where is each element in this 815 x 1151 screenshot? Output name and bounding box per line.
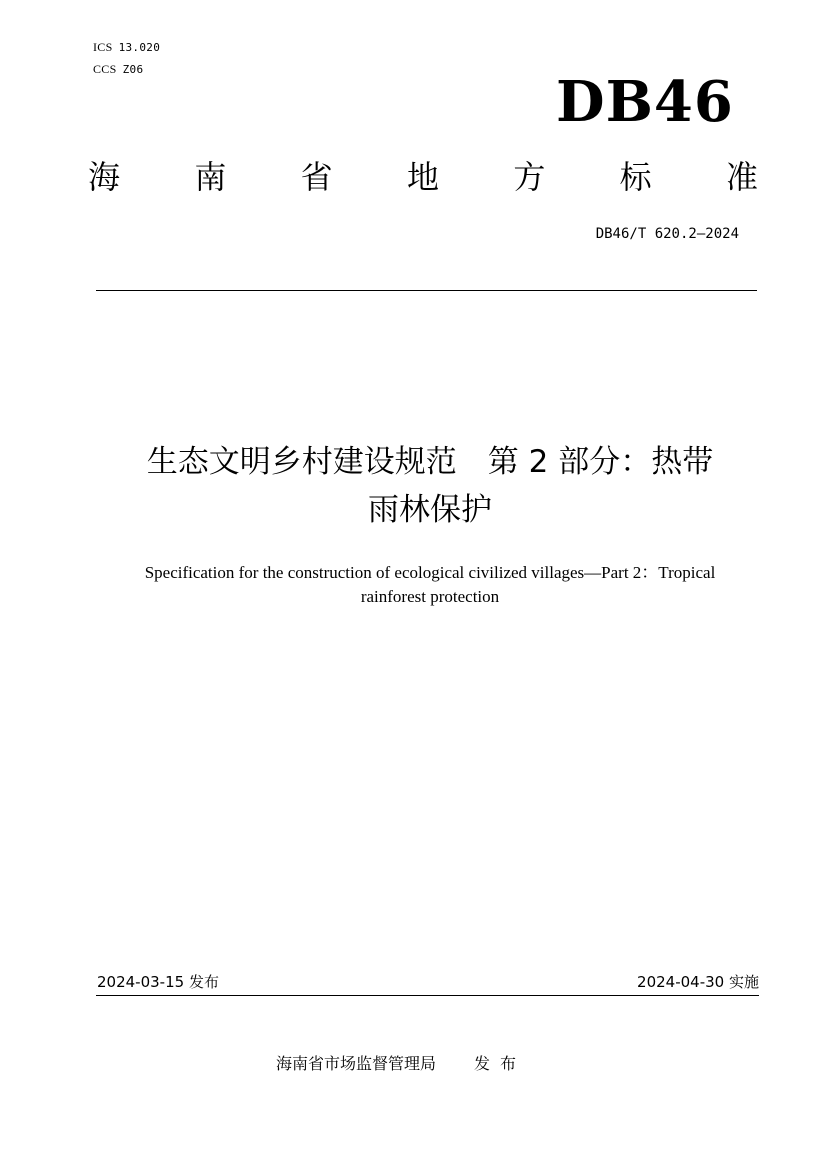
title-char: 方 — [513, 158, 546, 196]
issuer-name: 海南省市场监督管理局 — [276, 1054, 437, 1073]
issue-date: 2024-03-15 发布 — [97, 973, 219, 991]
title-char: 省 — [300, 158, 333, 196]
chinese-title-line-1: 生态文明乡村建设规范 第 2 部分：热带 — [146, 444, 714, 480]
chinese-title — [80, 438, 780, 534]
ccs-code — [93, 62, 143, 77]
implementation-date: 2024-04-30 实施 — [637, 973, 759, 991]
ics-code — [93, 40, 160, 55]
issuer — [276, 1051, 526, 1077]
issue-word: 发布 — [474, 1054, 527, 1073]
top-divider — [96, 290, 757, 291]
title-char: 海 — [88, 158, 121, 196]
ccs-value: Z06 — [122, 63, 144, 76]
title-char: 标 — [619, 158, 652, 196]
title-char: 南 — [194, 158, 227, 196]
title-char: 地 — [406, 158, 439, 196]
standard-number: DB46/T 620.2—2024 — [595, 226, 739, 242]
english-title — [90, 561, 770, 609]
standard-type-title — [88, 155, 758, 199]
chinese-title-line-2: 雨林保护 — [368, 492, 492, 528]
title-char: 准 — [725, 158, 758, 196]
db46-logo: DB46 — [556, 69, 734, 135]
ics-label: ICS — [93, 40, 113, 54]
english-title-line-2: rainforest protection — [360, 587, 500, 606]
english-title-line-1: Specification for the construction of ecological civilized villages—Part 2：Tropical — [144, 563, 716, 582]
ics-value: 13.020 — [118, 41, 161, 54]
bottom-divider — [96, 995, 759, 996]
ccs-label: CCS — [93, 62, 117, 76]
